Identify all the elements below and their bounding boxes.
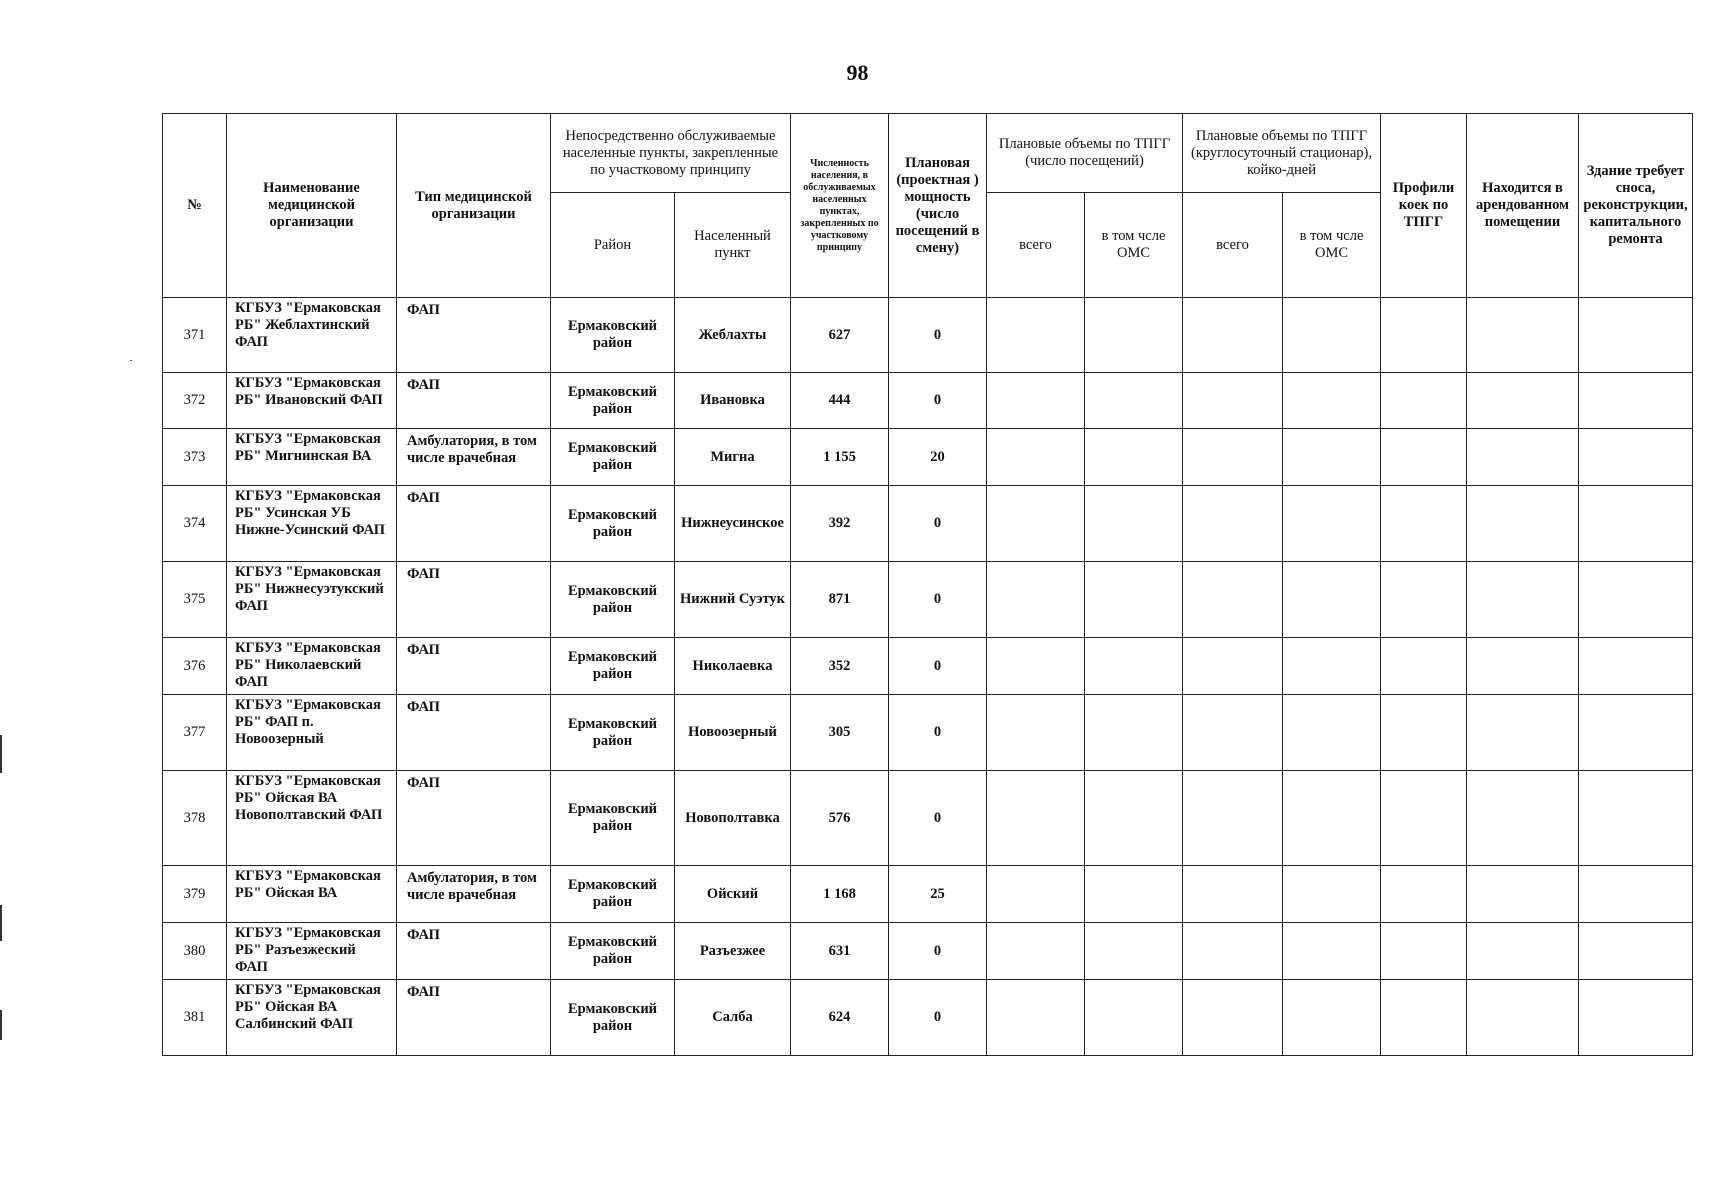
row-number: 381 xyxy=(163,980,227,1056)
empty-cell xyxy=(1183,562,1283,638)
population: 352 xyxy=(791,638,889,695)
header-planned-capacity: Плановая (проектная ) мощность (число посещений в смену) xyxy=(889,114,987,298)
empty-cell xyxy=(1183,298,1283,373)
empty-cell xyxy=(1183,373,1283,429)
table-row xyxy=(163,298,1693,373)
row-number: 374 xyxy=(163,486,227,562)
population: 1 168 xyxy=(791,866,889,923)
header-district: Район xyxy=(551,193,675,298)
empty-cell xyxy=(1381,638,1467,695)
empty-cell xyxy=(1579,486,1693,562)
empty-cell xyxy=(1381,429,1467,486)
district: Ермаковский район xyxy=(551,923,675,980)
locality: Новополтавка xyxy=(675,771,791,866)
planned-capacity: 0 xyxy=(889,980,987,1056)
empty-cell xyxy=(1283,298,1381,373)
organization-name: КГБУЗ "Ермаковская РБ" Жеблахтинский ФАП xyxy=(227,298,397,373)
empty-cell xyxy=(1085,923,1183,980)
table-row xyxy=(163,923,1693,980)
organization-name: КГБУЗ "Ермаковская РБ" Разъезжеский ФАП xyxy=(227,923,397,980)
empty-cell xyxy=(1283,771,1381,866)
empty-cell xyxy=(987,373,1085,429)
organization-type: ФАП xyxy=(397,771,551,866)
table-row xyxy=(163,486,1693,562)
empty-cell xyxy=(1467,695,1579,771)
table-row xyxy=(163,980,1693,1056)
empty-cell xyxy=(1283,638,1381,695)
empty-cell xyxy=(987,638,1085,695)
header-number: № xyxy=(163,114,227,298)
organization-name: КГБУЗ "Ермаковская РБ" Мигнинская ВА xyxy=(227,429,397,486)
locality: Нижнеусинское xyxy=(675,486,791,562)
district: Ермаковский район xyxy=(551,638,675,695)
planned-capacity: 0 xyxy=(889,373,987,429)
empty-cell xyxy=(1381,298,1467,373)
empty-cell xyxy=(1085,562,1183,638)
empty-cell xyxy=(1467,486,1579,562)
table-row xyxy=(163,638,1693,695)
empty-cell xyxy=(1579,373,1693,429)
organization-name: КГБУЗ "Ермаковская РБ" Ойская ВА Салбинский ФАП xyxy=(227,980,397,1056)
header-building-repair: Здание требует сноса, реконструкции, капитального ремонта xyxy=(1579,114,1693,298)
header-bed-profiles: Профили коек по ТПГГ xyxy=(1381,114,1467,298)
empty-cell xyxy=(1579,695,1693,771)
header-served-localities: Непосредственно обслуживаемые населенные пункты, закрепленные по участковому принципу xyxy=(551,114,791,193)
empty-cell xyxy=(987,771,1085,866)
organization-type: ФАП xyxy=(397,980,551,1056)
organization-name: КГБУЗ "Ермаковская РБ" Нижнесуэтукский ФАП xyxy=(227,562,397,638)
header-hospital-oms: в том чсле ОМС xyxy=(1283,193,1381,298)
organization-type: ФАП xyxy=(397,486,551,562)
organization-type: ФАП xyxy=(397,298,551,373)
header-planned-visits: Плановые объемы по ТПГГ (число посещений) xyxy=(987,114,1183,193)
row-number: 375 xyxy=(163,562,227,638)
locality: Салба xyxy=(675,980,791,1056)
empty-cell xyxy=(1381,923,1467,980)
locality: Ивановка xyxy=(675,373,791,429)
row-number: 377 xyxy=(163,695,227,771)
row-number: 371 xyxy=(163,298,227,373)
organization-name: КГБУЗ "Ермаковская РБ" Ивановский ФАП xyxy=(227,373,397,429)
empty-cell xyxy=(1283,923,1381,980)
header-planned-hospital: Плановые объемы по ТПГГ (круглосуточный стационар), койко-дней xyxy=(1183,114,1381,193)
facilities-table xyxy=(162,113,1693,1056)
population: 444 xyxy=(791,373,889,429)
empty-cell xyxy=(1579,562,1693,638)
empty-cell xyxy=(1579,866,1693,923)
population: 631 xyxy=(791,923,889,980)
empty-cell xyxy=(987,923,1085,980)
scan-edge-mark xyxy=(0,1010,2,1040)
row-number: 380 xyxy=(163,923,227,980)
page-number: 98 xyxy=(846,60,869,85)
scan-edge-mark xyxy=(0,905,2,941)
scan-dot xyxy=(130,360,132,361)
table-row xyxy=(163,771,1693,866)
locality: Мигна xyxy=(675,429,791,486)
district: Ермаковский район xyxy=(551,486,675,562)
locality: Ойский xyxy=(675,866,791,923)
district: Ермаковский район xyxy=(551,866,675,923)
population: 576 xyxy=(791,771,889,866)
empty-cell xyxy=(1283,866,1381,923)
district: Ермаковский район xyxy=(551,695,675,771)
population: 1 155 xyxy=(791,429,889,486)
population: 871 xyxy=(791,562,889,638)
empty-cell xyxy=(1085,771,1183,866)
empty-cell xyxy=(1579,638,1693,695)
empty-cell xyxy=(987,695,1085,771)
empty-cell xyxy=(987,562,1085,638)
table-row xyxy=(163,866,1693,923)
planned-capacity: 0 xyxy=(889,695,987,771)
empty-cell xyxy=(1381,771,1467,866)
organization-type: ФАП xyxy=(397,373,551,429)
empty-cell xyxy=(1183,980,1283,1056)
header-organization-name: Наименование медицинской организации xyxy=(227,114,397,298)
empty-cell xyxy=(1283,980,1381,1056)
empty-cell xyxy=(1085,373,1183,429)
empty-cell xyxy=(1467,429,1579,486)
empty-cell xyxy=(1579,980,1693,1056)
empty-cell xyxy=(1085,298,1183,373)
locality: Новоозерный xyxy=(675,695,791,771)
organization-type: ФАП xyxy=(397,923,551,980)
district: Ермаковский район xyxy=(551,980,675,1056)
empty-cell xyxy=(1467,771,1579,866)
empty-cell xyxy=(1183,923,1283,980)
empty-cell xyxy=(1085,866,1183,923)
population: 627 xyxy=(791,298,889,373)
population: 305 xyxy=(791,695,889,771)
organization-name: КГБУЗ "Ермаковская РБ" Ойская ВА xyxy=(227,866,397,923)
population: 392 xyxy=(791,486,889,562)
empty-cell xyxy=(1467,866,1579,923)
scan-edge-mark xyxy=(0,735,2,773)
empty-cell xyxy=(1283,486,1381,562)
planned-capacity: 25 xyxy=(889,866,987,923)
empty-cell xyxy=(1085,429,1183,486)
organization-name: КГБУЗ "Ермаковская РБ" Усинская УБ Нижне-Усинский ФАП xyxy=(227,486,397,562)
empty-cell xyxy=(1579,771,1693,866)
district: Ермаковский район xyxy=(551,562,675,638)
table-row xyxy=(163,429,1693,486)
table-row xyxy=(163,562,1693,638)
empty-cell xyxy=(1183,429,1283,486)
district: Ермаковский район xyxy=(551,373,675,429)
header-hospital-total: всего xyxy=(1183,193,1283,298)
empty-cell xyxy=(987,866,1085,923)
empty-cell xyxy=(1467,373,1579,429)
planned-capacity: 0 xyxy=(889,562,987,638)
planned-capacity: 0 xyxy=(889,298,987,373)
empty-cell xyxy=(1467,980,1579,1056)
empty-cell xyxy=(1579,923,1693,980)
organization-type: ФАП xyxy=(397,638,551,695)
empty-cell xyxy=(1381,562,1467,638)
empty-cell xyxy=(1085,980,1183,1056)
table-row xyxy=(163,695,1693,771)
row-number: 372 xyxy=(163,373,227,429)
row-number: 373 xyxy=(163,429,227,486)
organization-name: КГБУЗ "Ермаковская РБ" ФАП п. Новоозерный xyxy=(227,695,397,771)
empty-cell xyxy=(1283,429,1381,486)
table-row xyxy=(163,373,1693,429)
header-organization-type: Тип медицинской организации xyxy=(397,114,551,298)
planned-capacity: 20 xyxy=(889,429,987,486)
locality: Нижний Суэтук xyxy=(675,562,791,638)
header-population: Численность населения, в обслуживаемых населенных пунктах, закрепленных по участковому принципу xyxy=(791,114,889,298)
organization-name: КГБУЗ "Ермаковская РБ" Николаевский ФАП xyxy=(227,638,397,695)
empty-cell xyxy=(1085,486,1183,562)
empty-cell xyxy=(987,980,1085,1056)
empty-cell xyxy=(1183,771,1283,866)
planned-capacity: 0 xyxy=(889,638,987,695)
empty-cell xyxy=(1183,866,1283,923)
organization-type: Амбулатория, в том числе врачебная xyxy=(397,866,551,923)
locality: Разъезжее xyxy=(675,923,791,980)
empty-cell xyxy=(1467,923,1579,980)
planned-capacity: 0 xyxy=(889,771,987,866)
empty-cell xyxy=(987,486,1085,562)
empty-cell xyxy=(1467,638,1579,695)
empty-cell xyxy=(1283,373,1381,429)
empty-cell xyxy=(987,298,1085,373)
empty-cell xyxy=(1579,429,1693,486)
empty-cell xyxy=(1381,486,1467,562)
organization-type: ФАП xyxy=(397,562,551,638)
empty-cell xyxy=(1381,695,1467,771)
header-visits-oms: в том чсле ОМС xyxy=(1085,193,1183,298)
empty-cell xyxy=(1183,638,1283,695)
empty-cell xyxy=(1183,695,1283,771)
empty-cell xyxy=(1381,866,1467,923)
planned-capacity: 0 xyxy=(889,923,987,980)
organization-name: КГБУЗ "Ермаковская РБ" Ойская ВА Новополтавский ФАП xyxy=(227,771,397,866)
locality: Николаевка xyxy=(675,638,791,695)
row-number: 376 xyxy=(163,638,227,695)
empty-cell xyxy=(1467,298,1579,373)
header-visits-total: всего xyxy=(987,193,1085,298)
header-rented-premises: Находится в арендованном помещении xyxy=(1467,114,1579,298)
empty-cell xyxy=(1381,373,1467,429)
empty-cell xyxy=(987,429,1085,486)
empty-cell xyxy=(1381,980,1467,1056)
empty-cell xyxy=(1183,486,1283,562)
header-locality: Населенный пункт xyxy=(675,193,791,298)
empty-cell xyxy=(1085,638,1183,695)
organization-type: Амбулатория, в том числе врачебная xyxy=(397,429,551,486)
row-number: 378 xyxy=(163,771,227,866)
district: Ермаковский район xyxy=(551,771,675,866)
empty-cell xyxy=(1283,562,1381,638)
empty-cell xyxy=(1579,298,1693,373)
organization-type: ФАП xyxy=(397,695,551,771)
locality: Жеблахты xyxy=(675,298,791,373)
planned-capacity: 0 xyxy=(889,486,987,562)
row-number: 379 xyxy=(163,866,227,923)
empty-cell xyxy=(1283,695,1381,771)
district: Ермаковский район xyxy=(551,429,675,486)
empty-cell xyxy=(1467,562,1579,638)
district: Ермаковский район xyxy=(551,298,675,373)
empty-cell xyxy=(1085,695,1183,771)
population: 624 xyxy=(791,980,889,1056)
